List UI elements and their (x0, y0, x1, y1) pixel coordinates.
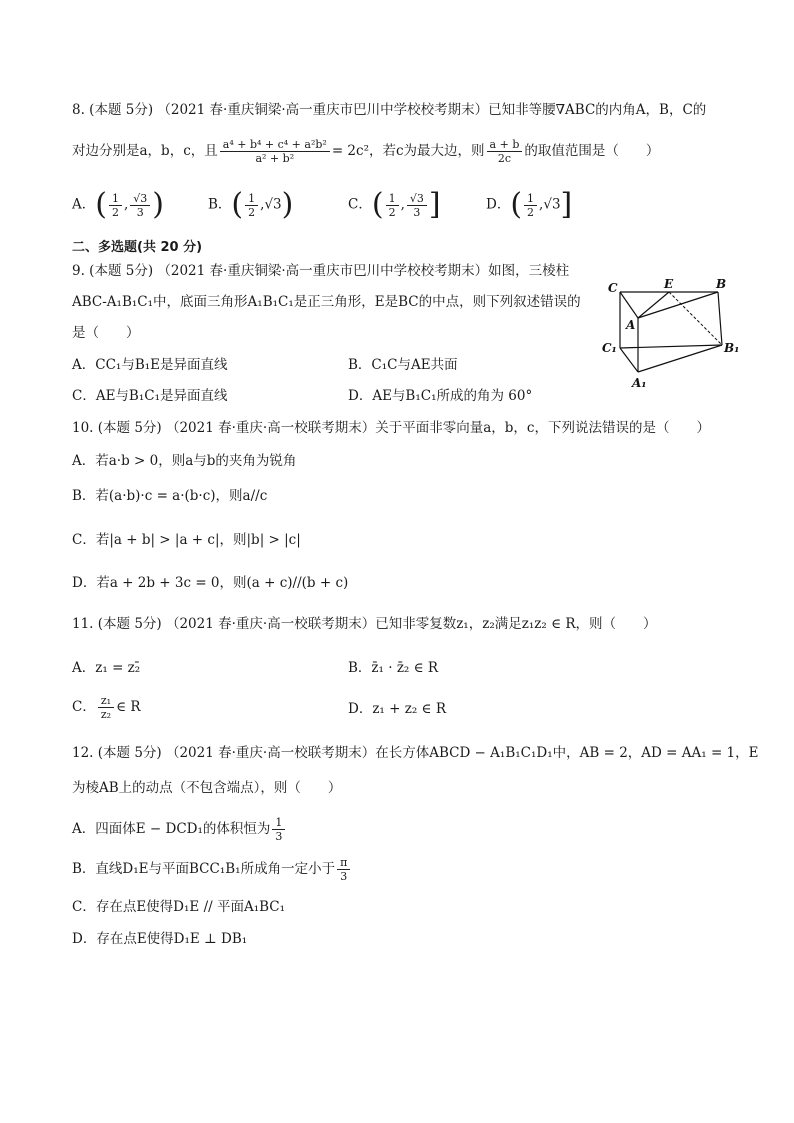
q12-line2: 为棱AB上的动点（不包含端点），则（ ） (72, 780, 342, 796)
half-den: 2 (388, 205, 396, 219)
q11-option-c[interactable] (72, 694, 141, 721)
q10-option-b[interactable]: B．若(a·b)·c = a·(b·c)，则a//c (72, 488, 268, 504)
q8-fraction (220, 138, 330, 165)
q8-line1: 8. (本题 5分) （2021 春·重庆铜梁·高一重庆市巴川中学校校考期末）已知非等腰∇ABC的内角A，B，C的 (72, 102, 707, 118)
q8-option-a-label: A． (72, 196, 96, 213)
q12-option-a[interactable] (72, 816, 287, 843)
half-num: 1 (109, 192, 122, 206)
edge-eb1-dashed (669, 292, 722, 345)
q12-b-num: π (337, 856, 350, 870)
q12-line1: 12. (本题 5分) （2021 春·重庆·高一校联考期末）在长方体ABCD − A₁B₁C₁D₁中，AB = 2，AD = AA₁ = 1，E (72, 745, 759, 761)
q11-option-b[interactable]: B．z̄₁ · z̄₂ ∈ R (348, 660, 439, 676)
q8-option-a[interactable]: A．( $\frac{1}{2}$ , $\frac{√3}{3}$ ) (72, 187, 164, 222)
q9-line2: ABC-A₁B₁C₁中，底面三角形A₁B₁C₁是正三角形，E是BC的中点，则下列叙述错误的 (72, 294, 581, 310)
q10-option-a[interactable]: A．若a·b > 0，则a与b的夹角为锐角 (72, 453, 297, 469)
q12-b-den: 3 (340, 870, 348, 883)
q11-option-a[interactable]: A．z₁ = z₂̄ (72, 660, 141, 676)
q8-line2 (72, 138, 659, 165)
edge-ca (620, 292, 638, 318)
sqrt3: √3 (543, 196, 561, 213)
sqrt3: √3 (264, 196, 282, 213)
q11-c-num: z₁ (98, 694, 114, 708)
q10-option-d[interactable]: D．若a + 2b + 3c = 0，则(a + c)//(b + c) (72, 575, 349, 591)
label-c1: C₁ (602, 341, 617, 355)
q10-option-c[interactable]: C．若|a + b| > |a + c|，则|b| > |c| (72, 532, 301, 548)
q12-option-a-text: A．四面体E − DCD₁的体积恒为 (72, 821, 271, 837)
q9-line3: 是（ ） (72, 325, 140, 341)
q9-option-c[interactable]: C．AE与B₁C₁是异面直线 (72, 388, 228, 404)
q8-option-b[interactable]: B．( $\frac{1}{2}$ ,√3) (208, 187, 294, 222)
label-b: B (716, 277, 727, 291)
q8-frac2-numerator: a + b (487, 138, 523, 152)
q9-option-b[interactable]: B．C₁C与AE共面 (348, 357, 458, 373)
sqrt3-den: 3 (136, 205, 144, 219)
q10-line1: 10. (本题 5分) （2021 春·重庆·高一校联考期末）关于平面非零向量a，b，c，下列说法错误的是（ ） (72, 420, 710, 436)
label-a1: A₁ (632, 376, 647, 390)
q8-frac2-denominator: 2c (497, 152, 512, 165)
q9-option-a[interactable]: A．CC₁与B₁E是异面直线 (72, 357, 228, 373)
label-b1: B₁ (724, 341, 740, 355)
edge-bb1 (718, 292, 722, 345)
prism-figure (600, 272, 750, 392)
q8-option-c[interactable]: C．( $\frac{1}{2}$ , $\frac{√3}{3}$ ] (348, 187, 441, 222)
q8-frac-denominator: a² + b² (255, 152, 295, 165)
half-den: 2 (527, 205, 535, 219)
q11-line1: 11. (本题 5分) （2021 春·重庆·高一校联考期末）已知非零复数z₁，z₂满足z₁z₂ ∈ R，则（ ） (72, 616, 657, 632)
q9-line1: 9. (本题 5分) （2021 春·重庆铜梁·高一重庆市巴川中学校校考期末）如图，三棱柱 (72, 263, 570, 279)
q8-option-b-label: B． (208, 196, 232, 213)
q12-option-d[interactable]: D．存在点E使得D₁E ⊥ DB₁ (72, 931, 248, 947)
q8-option-d-label: D． (486, 196, 511, 213)
q12-a-den: 3 (275, 830, 283, 843)
q9-option-d[interactable]: D．AE与B₁C₁所成的角为 60° (348, 388, 533, 404)
q11-option-d[interactable]: D．z₁ + z₂ ∈ R (348, 701, 447, 717)
half-num: 1 (245, 192, 258, 206)
q12-option-b[interactable] (72, 856, 352, 883)
q8-frac-numerator: a⁴ + b⁴ + c⁴ + a²b² (220, 138, 330, 152)
q11-c-post: ∈ R (116, 699, 141, 715)
q8-option-c-label: C． (348, 196, 372, 213)
q8-fraction2 (487, 138, 523, 165)
half-num: 1 (524, 192, 537, 206)
q8-line2-pre: 对边分别是a，b，c，且 (72, 143, 218, 159)
edge-ea (638, 292, 669, 318)
q11-option-c-label: C． (72, 699, 96, 715)
half-num: 1 (386, 192, 399, 206)
q11-c-den: z₂ (100, 708, 112, 721)
q8-option-d[interactable]: D．( $\frac{1}{2}$ ,√3] (486, 187, 573, 222)
section-heading: 二、多选题(共 20 分) (72, 240, 203, 255)
q8-line2-post: 的取值范围是（ ） (524, 143, 660, 159)
edge-c1a1 (620, 348, 638, 372)
edge-ba (638, 292, 718, 318)
half-den: 2 (248, 205, 256, 219)
q12-option-c[interactable]: C．存在点E使得D₁E // 平面A₁BC₁ (72, 899, 286, 915)
sqrt3-num: √3 (130, 192, 150, 206)
q12-a-num: 1 (272, 816, 285, 830)
q8-line2-mid: = 2c²，若c为最大边，则 (331, 143, 485, 159)
q12-option-b-text: B．直线D₁E与平面BCC₁B₁所成角一定小于 (72, 861, 336, 877)
sqrt3-den: 3 (413, 205, 421, 219)
edge-c1b1 (620, 345, 722, 348)
half-den: 2 (111, 205, 119, 219)
sqrt3-num: √3 (407, 192, 427, 206)
label-e: E (664, 277, 674, 291)
edge-b1a1 (638, 345, 722, 372)
label-c: C (608, 281, 618, 295)
label-a: A (626, 318, 636, 332)
